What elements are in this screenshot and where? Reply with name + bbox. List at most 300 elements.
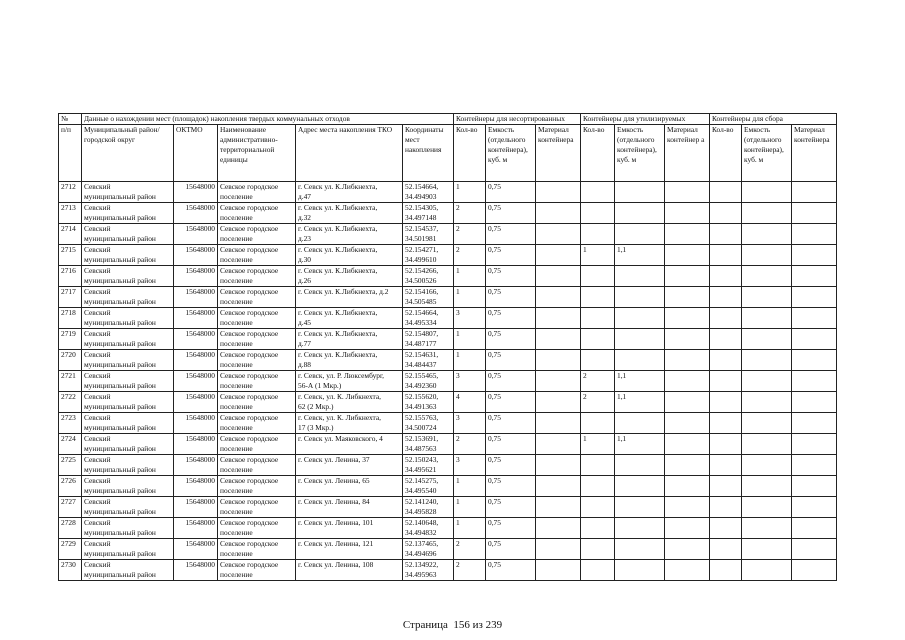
recyclable-qty-cell-line-1 — [583, 518, 612, 528]
address-cell-line-1: г. Севск ул. К.Либкнехта, — [298, 182, 378, 191]
recyclable-material-cell-line-1 — [667, 434, 707, 444]
unsorted-material-cell-line-1 — [538, 413, 578, 423]
row-number-line-1: 2714 — [61, 224, 76, 233]
header-recyclable-volume: Емкость (отдельного контейнера), куб. м — [615, 125, 665, 182]
header-no: № — [59, 114, 82, 125]
unsorted-volume-cell-line-1: 0,75 — [488, 476, 501, 485]
address-cell-line-1: г. Севск ул. К.Либкнехта, д.2 — [298, 287, 389, 296]
recyclable-volume-cell — [615, 224, 665, 245]
collection-material-cell-line-1 — [794, 329, 834, 339]
district-cell-line-1: Севский — [84, 455, 111, 464]
recyclable-volume-cell — [615, 392, 665, 413]
collection-material-cell-line-1 — [794, 182, 834, 192]
unsorted-qty-cell-line-1: 1 — [456, 350, 460, 359]
recyclable-volume-cell — [615, 413, 665, 434]
settlement-cell-line-2: поселение — [220, 381, 253, 390]
recyclable-material-cell — [665, 497, 710, 518]
collection-material-cell — [792, 203, 837, 224]
recyclable-material-cell-line-1 — [667, 371, 707, 381]
header-settlement: Наименование административно-территориальной единицы — [218, 125, 296, 182]
recyclable-volume-cell — [615, 539, 665, 560]
recyclable-qty-cell-line-1 — [583, 287, 612, 297]
collection-qty-cell — [710, 182, 742, 203]
district-cell — [82, 434, 174, 455]
coordinates-cell-line-2: 34.500526 — [405, 276, 437, 285]
table-row — [59, 476, 837, 497]
recyclable-material-cell-line-1 — [667, 560, 707, 570]
address-cell — [296, 539, 403, 560]
recyclable-volume-cell — [615, 455, 665, 476]
collection-volume-cell-line-1 — [744, 224, 789, 234]
address-cell — [296, 308, 403, 329]
table-row — [59, 413, 837, 434]
coordinates-cell-line-1: 52.153691, — [405, 434, 439, 443]
coordinates-cell — [403, 476, 454, 497]
collection-volume-cell — [742, 371, 792, 392]
settlement-cell-line-1: Севское городское — [220, 308, 279, 317]
unsorted-volume-cell — [486, 287, 536, 308]
recyclable-volume-cell-line-1 — [617, 266, 662, 276]
row-number — [59, 392, 82, 413]
settlement-cell — [218, 539, 296, 560]
unsorted-material-cell — [536, 350, 581, 371]
row-number — [59, 560, 82, 581]
coordinates-cell-line-2: 34.497148 — [405, 213, 437, 222]
table-row — [59, 455, 837, 476]
row-number-line-1: 2725 — [61, 455, 76, 464]
recyclable-material-cell — [665, 266, 710, 287]
recyclable-volume-cell — [615, 560, 665, 581]
coordinates-cell-line-2: 34.495540 — [405, 486, 437, 495]
recyclable-volume-cell-line-1 — [617, 329, 662, 339]
settlement-cell-line-1: Севское городское — [220, 497, 279, 506]
district-cell-line-1: Севский — [84, 476, 111, 485]
recyclable-volume-cell-line-1 — [617, 413, 662, 423]
address-cell — [296, 203, 403, 224]
recyclable-material-cell — [665, 245, 710, 266]
unsorted-qty-cell-line-1: 2 — [456, 203, 460, 212]
unsorted-qty-cell-line-1: 2 — [456, 539, 460, 548]
unsorted-qty-cell — [454, 539, 486, 560]
oktmo-cell-line-1: 15648000 — [185, 392, 215, 401]
row-number-line-1: 2722 — [61, 392, 76, 401]
collection-material-cell-line-1 — [794, 560, 834, 570]
settlement-cell-line-1: Севское городское — [220, 266, 279, 275]
district-cell-line-2: муниципальный район — [84, 276, 156, 285]
settlement-cell-line-1: Севское городское — [220, 224, 279, 233]
oktmo-cell-line-1: 15648000 — [185, 350, 215, 359]
unsorted-volume-cell-line-1: 0,75 — [488, 371, 501, 380]
unsorted-material-cell-line-1 — [538, 497, 578, 507]
district-cell-line-1: Севский — [84, 245, 111, 254]
header-recyclable: Контейнеры для утилизируемых — [581, 114, 710, 125]
recyclable-material-cell-line-1 — [667, 497, 707, 507]
district-cell — [82, 455, 174, 476]
collection-volume-cell-line-1 — [744, 434, 789, 444]
district-cell-line-2: муниципальный район — [84, 360, 156, 369]
recyclable-volume-cell — [615, 182, 665, 203]
recyclable-volume-cell — [615, 245, 665, 266]
address-cell-line-2 — [298, 528, 400, 538]
collection-volume-cell-line-1 — [744, 203, 789, 213]
recyclable-volume-cell — [615, 329, 665, 350]
collection-volume-cell — [742, 308, 792, 329]
address-cell — [296, 560, 403, 581]
coordinates-cell-line-1: 52.154664, — [405, 308, 439, 317]
header-collection: Контейнеры для сбора — [710, 114, 837, 125]
settlement-cell-line-1: Севское городское — [220, 287, 279, 296]
recyclable-material-cell-line-1 — [667, 245, 707, 255]
address-cell-line-1: г. Севск ул. Ленина, 101 — [298, 518, 374, 527]
settlement-cell — [218, 476, 296, 497]
unsorted-qty-cell-line-1: 3 — [456, 371, 460, 380]
unsorted-material-cell — [536, 203, 581, 224]
collection-volume-cell-line-1 — [744, 392, 789, 402]
district-cell-line-2: муниципальный район — [84, 318, 156, 327]
row-number — [59, 245, 82, 266]
recyclable-qty-cell — [581, 329, 615, 350]
oktmo-cell — [174, 203, 218, 224]
recyclable-material-cell-line-1 — [667, 350, 707, 360]
unsorted-qty-cell — [454, 287, 486, 308]
collection-qty-cell-line-1 — [712, 182, 739, 192]
district-cell-line-1: Севский — [84, 497, 111, 506]
unsorted-material-cell — [536, 224, 581, 245]
collection-material-cell — [792, 392, 837, 413]
recyclable-material-cell-line-1 — [667, 182, 707, 192]
collection-material-cell — [792, 497, 837, 518]
collection-material-cell — [792, 287, 837, 308]
recyclable-material-cell-line-1 — [667, 308, 707, 318]
unsorted-qty-cell — [454, 203, 486, 224]
unsorted-material-cell — [536, 497, 581, 518]
coordinates-cell-line-2: 34.500724 — [405, 423, 437, 432]
address-cell — [296, 182, 403, 203]
collection-qty-cell — [710, 497, 742, 518]
coordinates-cell-line-1: 52.140648, — [405, 518, 439, 527]
recyclable-material-cell-line-1 — [667, 287, 707, 297]
collection-material-cell — [792, 476, 837, 497]
page-footer — [0, 619, 905, 631]
collection-volume-cell-line-1 — [744, 371, 789, 381]
coordinates-cell-line-2: 34.484437 — [405, 360, 437, 369]
settlement-cell-line-1: Севское городское — [220, 434, 279, 443]
settlement-cell-line-2: поселение — [220, 192, 253, 201]
collection-qty-cell — [710, 413, 742, 434]
coordinates-cell-line-2: 34.494832 — [405, 528, 437, 537]
address-cell-line-1: г. Севск ул. К.Либкнехта, — [298, 245, 378, 254]
collection-volume-cell-line-1 — [744, 329, 789, 339]
unsorted-material-cell-line-1 — [538, 476, 578, 486]
address-cell — [296, 266, 403, 287]
recyclable-material-cell-line-1 — [667, 266, 707, 276]
collection-volume-cell-line-1 — [744, 308, 789, 318]
settlement-cell-line-2: поселение — [220, 339, 253, 348]
collection-qty-cell-line-1 — [712, 518, 739, 528]
district-cell-line-2: муниципальный район — [84, 192, 156, 201]
coordinates-cell — [403, 182, 454, 203]
settlement-cell — [218, 371, 296, 392]
unsorted-volume-cell-line-1: 0,75 — [488, 434, 501, 443]
table-row — [59, 434, 837, 455]
address-cell-line-1: г. Севск ул. К.Либкнехта, — [298, 224, 378, 233]
district-cell-line-1: Севский — [84, 182, 111, 191]
district-cell-line-2: муниципальный район — [84, 255, 156, 264]
row-number-line-1: 2730 — [61, 560, 76, 569]
unsorted-volume-cell — [486, 455, 536, 476]
table-row — [59, 518, 837, 539]
collection-material-cell-line-1 — [794, 287, 834, 297]
unsorted-volume-cell — [486, 266, 536, 287]
coordinates-cell-line-1: 52.145275, — [405, 476, 439, 485]
oktmo-cell-line-1: 15648000 — [185, 203, 215, 212]
unsorted-volume-cell-line-1: 0,75 — [488, 392, 501, 401]
coordinates-cell-line-1: 52.150243, — [405, 455, 439, 464]
collection-volume-cell — [742, 182, 792, 203]
unsorted-volume-cell-line-1: 0,75 — [488, 350, 501, 359]
unsorted-volume-cell — [486, 371, 536, 392]
recyclable-material-cell — [665, 455, 710, 476]
table-row — [59, 203, 837, 224]
settlement-cell-line-2: поселение — [220, 549, 253, 558]
oktmo-cell-line-1: 15648000 — [185, 539, 215, 548]
recyclable-volume-cell-line-1 — [617, 287, 662, 297]
coordinates-cell — [403, 371, 454, 392]
unsorted-qty-cell — [454, 245, 486, 266]
unsorted-qty-cell — [454, 434, 486, 455]
coordinates-cell-line-2: 34.495963 — [405, 570, 437, 579]
unsorted-volume-cell — [486, 329, 536, 350]
unsorted-material-cell — [536, 308, 581, 329]
coordinates-cell-line-2: 34.505485 — [405, 297, 437, 306]
district-cell — [82, 329, 174, 350]
unsorted-material-cell-line-1 — [538, 560, 578, 570]
settlement-cell — [218, 392, 296, 413]
collection-volume-cell-line-1 — [744, 266, 789, 276]
coordinates-cell — [403, 455, 454, 476]
recyclable-qty-cell — [581, 350, 615, 371]
settlement-cell — [218, 203, 296, 224]
unsorted-volume-cell-line-1: 0,75 — [488, 329, 501, 338]
row-number — [59, 413, 82, 434]
district-cell — [82, 182, 174, 203]
oktmo-cell — [174, 308, 218, 329]
collection-material-cell-line-1 — [794, 455, 834, 465]
address-cell-line-2 — [298, 549, 400, 559]
unsorted-material-cell-line-1 — [538, 245, 578, 255]
oktmo-cell — [174, 224, 218, 245]
collection-volume-cell — [742, 350, 792, 371]
row-number-line-1: 2726 — [61, 476, 76, 485]
district-cell — [82, 413, 174, 434]
coordinates-cell-line-1: 52.154166, — [405, 287, 439, 296]
coordinates-cell-line-1: 52.154631, — [405, 350, 439, 359]
settlement-cell-line-2: поселение — [220, 465, 253, 474]
row-number-line-1: 2713 — [61, 203, 76, 212]
recyclable-material-cell — [665, 518, 710, 539]
collection-material-cell — [792, 245, 837, 266]
collection-material-cell — [792, 182, 837, 203]
unsorted-volume-cell-line-1: 0,75 — [488, 224, 501, 233]
district-cell-line-2: муниципальный район — [84, 486, 156, 495]
recyclable-qty-cell — [581, 434, 615, 455]
coordinates-cell-line-2: 34.499610 — [405, 255, 437, 264]
collection-qty-cell-line-1 — [712, 203, 739, 213]
unsorted-material-cell-line-1 — [538, 203, 578, 213]
address-cell-line-2: д.77 — [298, 339, 311, 348]
address-cell-line-1: г. Севск ул. К.Либкнехта, — [298, 266, 378, 275]
address-cell-line-1: г. Севск ул. Ленина, 121 — [298, 539, 374, 548]
district-cell-line-1: Севский — [84, 329, 111, 338]
coordinates-cell-line-1: 52.141240, — [405, 497, 439, 506]
row-number-line-1: 2712 — [61, 182, 76, 191]
oktmo-cell — [174, 518, 218, 539]
oktmo-cell-line-1: 15648000 — [185, 182, 215, 191]
unsorted-material-cell-line-1 — [538, 182, 578, 192]
district-cell-line-1: Севский — [84, 392, 111, 401]
collection-qty-cell-line-1 — [712, 287, 739, 297]
oktmo-cell — [174, 434, 218, 455]
row-number — [59, 203, 82, 224]
row-number — [59, 182, 82, 203]
header-unsorted-volume: Емкость (отдельного контейнера), куб. м — [486, 125, 536, 182]
unsorted-qty-cell — [454, 518, 486, 539]
unsorted-material-cell — [536, 476, 581, 497]
district-cell — [82, 266, 174, 287]
coordinates-cell-line-2: 34.494696 — [405, 549, 437, 558]
row-number — [59, 455, 82, 476]
district-cell — [82, 539, 174, 560]
collection-volume-cell — [742, 329, 792, 350]
recyclable-volume-cell — [615, 350, 665, 371]
coordinates-cell — [403, 350, 454, 371]
recyclable-material-cell — [665, 413, 710, 434]
district-cell — [82, 476, 174, 497]
recyclable-volume-cell-line-1 — [617, 224, 662, 234]
recyclable-qty-cell-line-1: 1 — [583, 434, 587, 443]
recyclable-material-cell — [665, 350, 710, 371]
coordinates-cell — [403, 245, 454, 266]
recyclable-qty-cell — [581, 371, 615, 392]
district-cell-line-1: Севский — [84, 224, 111, 233]
settlement-cell-line-2: поселение — [220, 213, 253, 222]
coordinates-cell — [403, 329, 454, 350]
collection-volume-cell-line-1 — [744, 287, 789, 297]
address-cell-line-1: г. Севск ул. К.Либкнехта, — [298, 350, 378, 359]
recyclable-qty-cell — [581, 224, 615, 245]
oktmo-cell-line-1: 15648000 — [185, 308, 215, 317]
oktmo-cell — [174, 350, 218, 371]
footer-of: из — [472, 619, 483, 631]
coordinates-cell-line-1: 52.155465, — [405, 371, 439, 380]
unsorted-qty-cell — [454, 392, 486, 413]
recyclable-volume-cell-line-1 — [617, 518, 662, 528]
recyclable-qty-cell — [581, 287, 615, 308]
unsorted-material-cell-line-1 — [538, 266, 578, 276]
address-cell-line-2 — [298, 297, 400, 307]
coordinates-cell-line-1: 52.154537, — [405, 224, 439, 233]
collection-qty-cell-line-1 — [712, 413, 739, 423]
address-cell-line-2: д.88 — [298, 360, 311, 369]
settlement-cell — [218, 350, 296, 371]
recyclable-material-cell-line-1 — [667, 539, 707, 549]
unsorted-material-cell-line-1 — [538, 455, 578, 465]
address-cell-line-2: д.32 — [298, 213, 311, 222]
collection-qty-cell — [710, 245, 742, 266]
coordinates-cell — [403, 560, 454, 581]
row-number-line-1: 2718 — [61, 308, 76, 317]
header-oktmo: ОКТМО — [174, 125, 218, 182]
recyclable-qty-cell — [581, 245, 615, 266]
unsorted-material-cell-line-1 — [538, 392, 578, 402]
recyclable-qty-cell-line-1: 2 — [583, 371, 587, 380]
collection-volume-cell-line-1 — [744, 350, 789, 360]
row-number — [59, 224, 82, 245]
collection-material-cell — [792, 455, 837, 476]
address-cell-line-2 — [298, 570, 400, 580]
address-cell — [296, 329, 403, 350]
collection-volume-cell — [742, 245, 792, 266]
collection-volume-cell-line-1 — [744, 455, 789, 465]
collection-volume-cell — [742, 203, 792, 224]
oktmo-cell-line-1: 15648000 — [185, 245, 215, 254]
row-number-line-1: 2715 — [61, 245, 76, 254]
recyclable-volume-cell-line-1 — [617, 497, 662, 507]
coordinates-cell — [403, 497, 454, 518]
recyclable-volume-cell-line-1: 1,1 — [617, 434, 627, 443]
recyclable-volume-cell-line-1 — [617, 560, 662, 570]
recyclable-qty-cell — [581, 413, 615, 434]
header-recyclable-material: Материал контейнер а — [665, 125, 710, 182]
address-cell-line-1: г. Севск ул. Маяковского, 4 — [298, 434, 383, 443]
recyclable-qty-cell — [581, 392, 615, 413]
settlement-cell-line-1: Севское городское — [220, 371, 279, 380]
address-cell-line-1: г. Севск ул. К.Либкнехта, — [298, 203, 378, 212]
address-cell — [296, 476, 403, 497]
unsorted-material-cell-line-1 — [538, 518, 578, 528]
collection-qty-cell — [710, 371, 742, 392]
district-cell-line-1: Севский — [84, 518, 111, 527]
settlement-cell-line-2: поселение — [220, 423, 253, 432]
oktmo-cell — [174, 560, 218, 581]
unsorted-volume-cell-line-1: 0,75 — [488, 245, 501, 254]
row-number — [59, 497, 82, 518]
settlement-cell — [218, 329, 296, 350]
oktmo-cell — [174, 539, 218, 560]
collection-volume-cell — [742, 455, 792, 476]
row-number-line-1: 2716 — [61, 266, 76, 275]
recyclable-material-cell — [665, 203, 710, 224]
recyclable-material-cell-line-1 — [667, 203, 707, 213]
unsorted-volume-cell-line-1: 0,75 — [488, 539, 501, 548]
coordinates-cell-line-2: 34.491363 — [405, 402, 437, 411]
row-number — [59, 518, 82, 539]
coordinates-cell — [403, 287, 454, 308]
recyclable-qty-cell — [581, 182, 615, 203]
recyclable-volume-cell — [615, 518, 665, 539]
unsorted-qty-cell-line-1: 1 — [456, 329, 460, 338]
settlement-cell-line-1: Севское городское — [220, 245, 279, 254]
unsorted-material-cell — [536, 287, 581, 308]
settlement-cell-line-1: Севское городское — [220, 518, 279, 527]
settlement-cell-line-2: поселение — [220, 570, 253, 579]
collection-volume-cell — [742, 476, 792, 497]
oktmo-cell-line-1: 15648000 — [185, 497, 215, 506]
collection-material-cell-line-1 — [794, 476, 834, 486]
unsorted-qty-cell-line-1: 1 — [456, 287, 460, 296]
coordinates-cell-line-2: 34.492360 — [405, 381, 437, 390]
header-coords: Координаты мест накопления — [403, 125, 454, 182]
